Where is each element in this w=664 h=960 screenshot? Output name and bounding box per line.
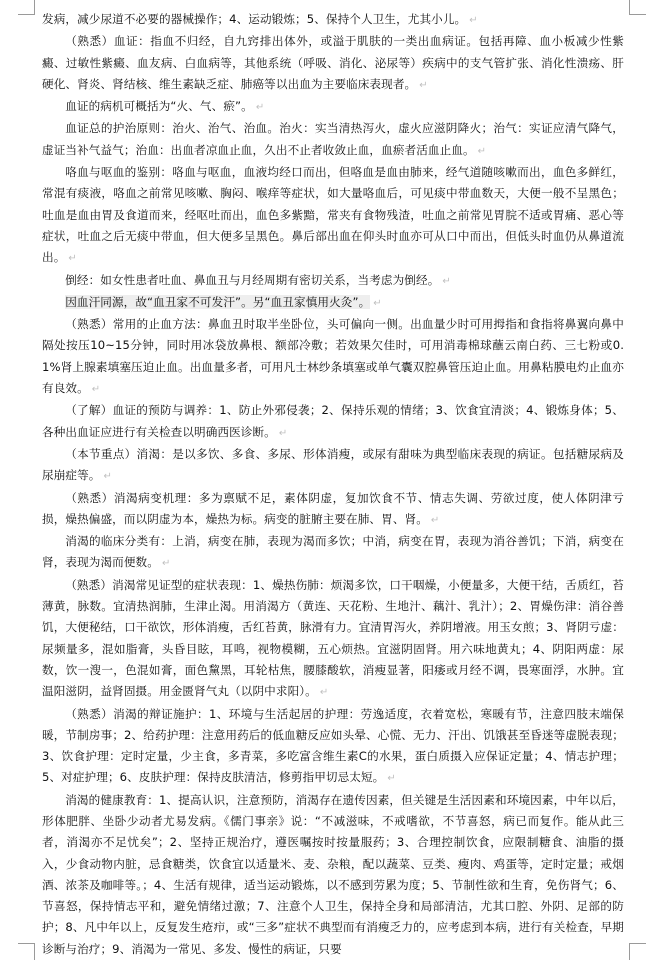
- paragraph: [42, 270, 624, 292]
- paragraph-text: （熟悉）血证：指血不归经，自九窍排出体外，或溢于肌肤的一类出血病证。包括再障、血小板减少性紫癜、过敏性紫癜、血友病、白血病等，其他系统（呼吸、消化、泌尿等）疾病中的支气管扩张、消化性溃疡、肝硬化、肾炎、肾结核、维生素缺乏症、肺癌等以出血为主要临床表现者。: [42, 34, 624, 91]
- crop-mark-bottom-right: [629, 943, 646, 960]
- paragraph-mark-icon: ↵: [477, 145, 487, 157]
- paragraph-mark-icon: ↵: [91, 384, 101, 396]
- paragraph-text: （熟悉）消渴的辩证施护：1、环境与生活起居的护理：劳逸适度，衣着宽松，寒暖有节，注意四肢末端保暖，节制房事；2、给药护理：注意用药后的低血糖反应如头晕、心慌、无力、汗出、饥饿甚至昏迷等虚脱表现；3、饮食护理：定时定量，少主食，多青菜，多吃富含维生素C的水果，蛋白质摄入应保证定量；4、情志护理；5、对症护理；6、皮肤护理：保持皮肤清洁，修剪指甲切忌太短。: [42, 706, 624, 785]
- paragraph: [42, 292, 624, 314]
- paragraph: [42, 162, 624, 269]
- paragraph-text: （熟悉）消渴病变机理：多为禀赋不足，素体阴虚，复加饮食不节、情志失调、劳欲过度，使人体阴津亏损，燥热偏盛，而以阴虚为本，燥热为标。病变的脏腑主要在肺、胃、肾。: [42, 490, 624, 526]
- paragraph: [42, 314, 624, 400]
- crop-mark-bottom-left: [18, 943, 35, 960]
- paragraph: [42, 444, 624, 488]
- paragraph-mark-icon: ↵: [430, 514, 440, 526]
- paragraph-text: 倒经：如女性患者吐血、鼻血丑与月经周期有密切关系，当考虑为倒经。: [65, 272, 440, 287]
- paragraph: [42, 575, 624, 704]
- paragraph-text: 发病，减少尿道不必要的器械操作；4、运动锻炼；5、保持个人卫生，尤其小儿。: [42, 12, 467, 26]
- paragraph-text: 消渴的临床分类有：上消，病变在肺，表现为渴而多饮；中消，病变在胃，表现为消谷善饥；下消，病变在肾，表现为渴而便数。: [42, 534, 624, 570]
- paragraph: [42, 31, 624, 96]
- paragraph-mark-icon: ↵: [387, 773, 396, 785]
- paragraph-text: （本节重点）消渴：是以多饮、多食、多尿、形体消瘦，或尿有甜味为典型临床表现的病证。包括糖尿病及尿崩症等。: [42, 446, 624, 483]
- paragraph-mark-icon: ↵: [68, 253, 77, 265]
- paragraph-text: 因血汗同源，故“血丑家不可发汗”。另“血丑家慎用火灸”。: [65, 294, 371, 309]
- paragraph-text: （熟悉）常用的止血方法：鼻血丑时取半坐卧位，头可偏向一侧。出血量少时可用拇指和食指将鼻翼向鼻中隔处按压10~15分钟，同时用冰袋放鼻根、额部冷敷；若效果欠佳时，可用消毒棉球蘸云南白药、三七粉或0.1%肾上腺素填塞压迫止血。出血量多者，可用凡士林纱条填塞或单气囊双腔鼻管压迫止血。用鼻粘膜电灼止血亦有良效。: [42, 317, 624, 396]
- paragraph-mark-icon: ↵: [469, 15, 478, 26]
- paragraph: [42, 9, 624, 31]
- paragraph-text: （熟悉）消渴常见证型的症状表现：1、燥热伤肺：烦渴多饮，口干咽燥，小便量多，大便干结，舌质红，苔薄黄，脉数。宜清热润肺，生津止渴。用消渴方（黄连、天花粉、生地汁、藕汁、乳汁）；2、胃燥伤津：消谷善饥，大便秘结，口干欲饮，形体消瘦，舌红苔黄，脉滑有力。宜清胃泻火，养阴增液。用玉女煎；3、肾阴亏虚：尿频量多，混如脂膏，头昏目眩，耳鸣，视物模糊，五心烦热。宜滋阴固肾。用六味地黄丸；4、阴阳两虚：尿数，饮一溲一，色混如膏，面色黧黑，耳轮枯焦，腰膝酸软，消瘦显著，阳痿或月经不调，畏寒面浮，水肿。宜温阳滋阴，益肾固摄。用金匮肾气丸（以阴中求阳）。: [42, 577, 624, 699]
- paragraph-text: 咯血与呕血的鉴别：咯血与呕血，血液均经口而出，但咯血是血由肺来，经气道随咳嗽而出，血色多鲜红，常混有痰液，咯血之前常见咳嗽、胸闷、喉痒等症状，如大量咯血后，可见痰中带血数天，大便一般不呈黑色；吐血是血由胃及食道而来，经呕吐而出，血色多紫黯，常夹有食物残渣，吐血之前常见胃脘不适或胃痛、恶心等症状，吐血之后无痰中带血，但大便多呈黑色。鼻后部出血在仰头时血亦可从口中而出，但低头时血仍从鼻道流出。: [42, 165, 624, 265]
- crop-mark-top-left: [18, 0, 35, 15]
- paragraph-mark-icon: ↵: [255, 102, 265, 114]
- paragraph-text: 消渴的健康教育：1、提高认识，注意预防，消渴存在遗传因素，但关键是生活因素和环境因素，中年以后，形体肥胖、坐卧少动者尤易发病。《儒门事亲》说：“不减滋味，不戒嗜欲，不节喜怒，病已而复作。能从此三者，消渴亦不足忧矣”；2、坚持正规治疗，遵医嘱按时按量服药；3、合理控制饮食，应限制糖食、油脂的摄入，少食动物内脏，忌食糖类，饮食宜以适量米、麦、杂粮，配以蔬菜、豆类、瘦肉、鸡蛋等，定时定量；戒烟酒、浓茶及咖啡等。；4、生活有规律，适当运动锻炼，以不感到劳累为度；5、节制性欲和生育，免伤肾气；6、节喜怒，保持情志平和，避免情绪过激；7、注意个人卫生，保持全身和局部清洁，尤其口腔、外阴、足部的防护；8、凡中年以上，反复发生疮疖，或“三多”症状不典型而有消瘦乏力的，应考虑到本病，进行有关检查，早期诊断与治疗；9、消渴为一常见、多发、慢性的病证，只要: [42, 792, 624, 956]
- paragraph-text: 血证的病机可概括为“火、气、瘀”。: [65, 99, 253, 114]
- paragraph-mark-icon: ↵: [319, 687, 329, 699]
- paragraph-mark-icon: ↵: [278, 427, 288, 439]
- crop-mark-top-right: [629, 0, 646, 15]
- paragraph: [42, 400, 624, 444]
- paragraph: [42, 96, 624, 118]
- paragraph: [42, 704, 624, 790]
- paragraph-text: （了解）血证的预防与调养：1、防止外邪侵袭；2、保持乐观的情绪；3、饮食宜清淡；4、锻炼身体；5、各种出血证应进行有关检查以明确西医诊断。: [42, 403, 624, 439]
- paragraph-mark-icon: ↵: [373, 297, 382, 309]
- paragraph-mark-icon: ↵: [103, 471, 112, 483]
- paragraph-mark-icon: ↵: [161, 558, 171, 570]
- paragraph-text: 血证总的护治原则：治火、治气、治血。治火：实当清热泻火，虚火应滋阴降火；治气：实证应清气降气，虚证当补气益气；治血：出血者凉血止血，久出不止者收敛止血，血瘀者活血止血。: [42, 121, 624, 157]
- paragraph: [42, 790, 624, 960]
- paragraph: [42, 488, 624, 532]
- paragraph-mark-icon: ↵: [419, 79, 428, 91]
- paragraph: [42, 531, 624, 575]
- paragraph: [42, 118, 624, 162]
- document-body: [42, 9, 624, 960]
- paragraph-mark-icon: ↵: [442, 275, 451, 287]
